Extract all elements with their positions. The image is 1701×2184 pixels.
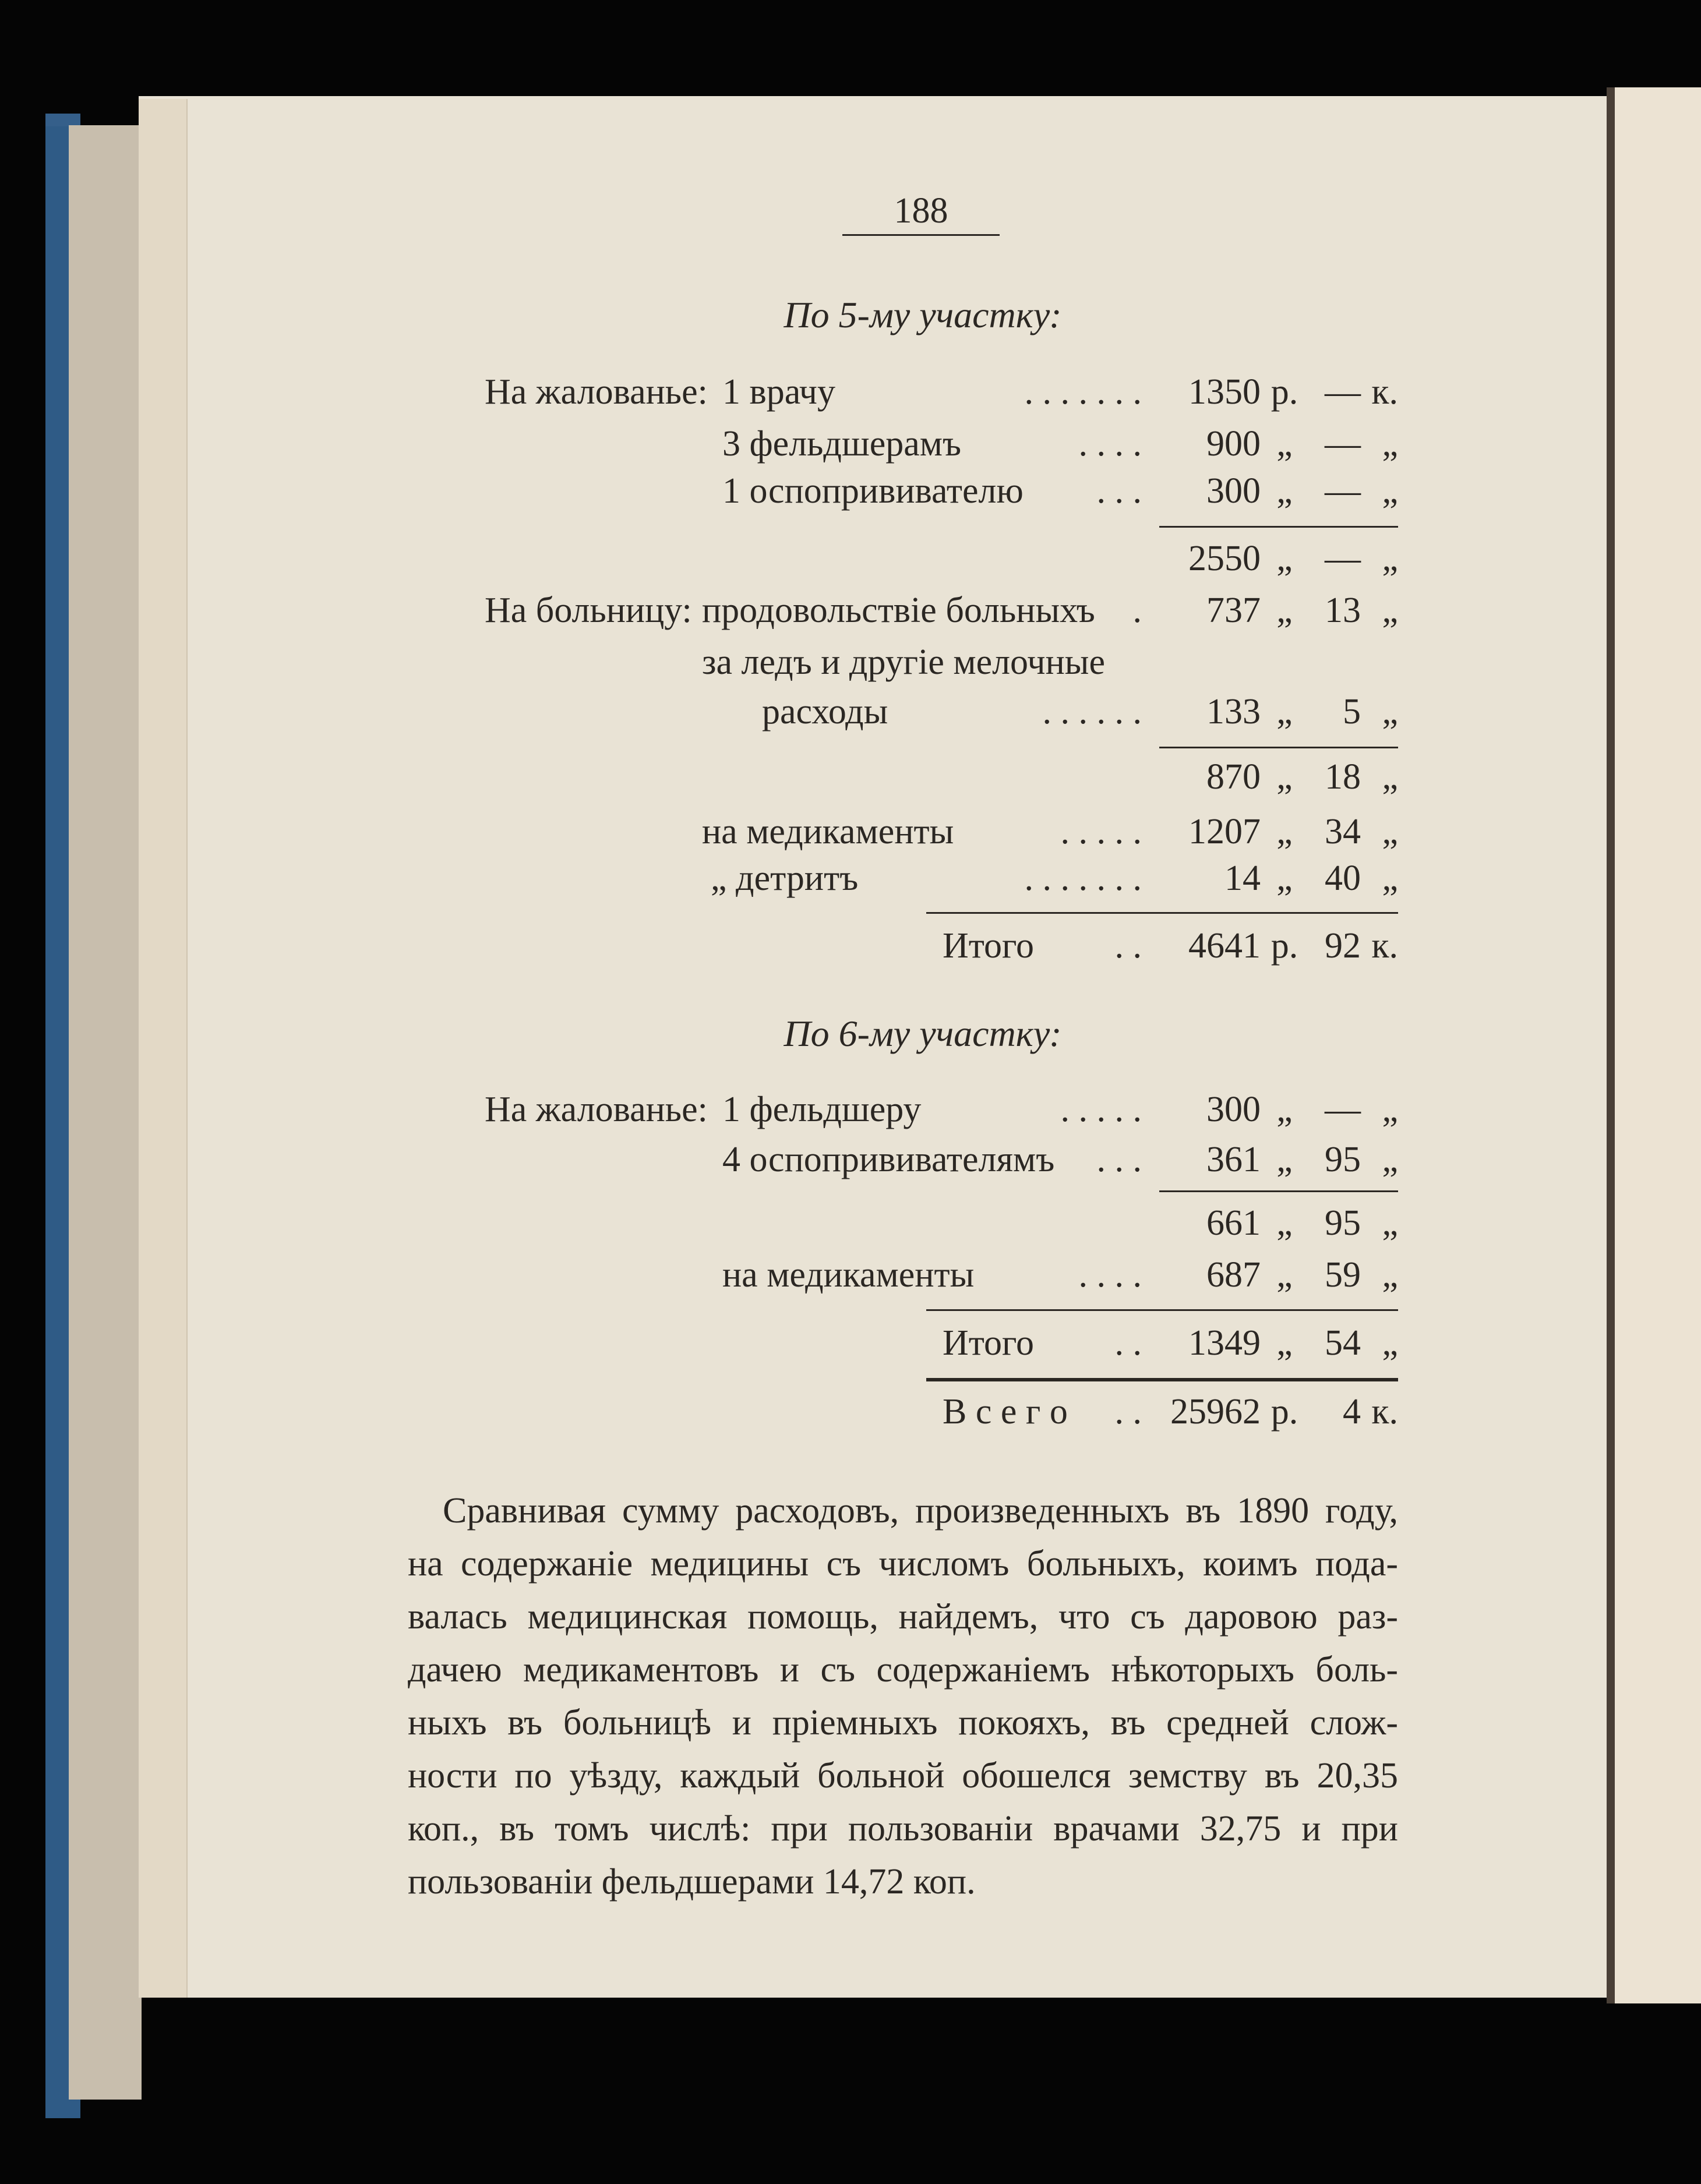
amount-rubles: 14: [1224, 858, 1261, 898]
amount-kopecks: —: [1325, 471, 1361, 511]
rubles-mark: „: [1276, 1140, 1293, 1179]
rubles-mark: „: [1276, 1203, 1293, 1243]
amount-rubles: 870: [1206, 757, 1261, 797]
rubles-mark: „: [1276, 812, 1293, 851]
amount-rubles: 737: [1206, 591, 1261, 630]
amount-rubles: 300: [1206, 471, 1261, 511]
amount-kopecks: —: [1325, 372, 1361, 412]
section-title-district-6: По 6-му участку:: [784, 1013, 1062, 1054]
leader-dots: . . . . . .: [1042, 692, 1142, 731]
kopecks-mark: „: [1382, 539, 1398, 578]
sum-rule: [1159, 747, 1398, 748]
amount-kopecks: 13: [1325, 591, 1361, 630]
leader-dots: . . . . . . .: [1024, 858, 1142, 898]
kopecks-mark: „: [1382, 1090, 1398, 1129]
kopecks-mark: „: [1382, 812, 1398, 851]
row-label: На жалованье:: [485, 1090, 708, 1129]
paragraph-line: ности по уѣзду, каждый больной обошелся земству въ 20,35: [408, 1756, 1398, 1796]
amount-kopecks: 95: [1325, 1140, 1361, 1179]
kopecks-mark: „: [1382, 1255, 1398, 1295]
kopecks-mark: к.: [1371, 1392, 1398, 1432]
kopecks-mark: „: [1382, 1203, 1398, 1243]
row-item: 1 врачу: [722, 372, 835, 412]
page-number: 188: [894, 191, 948, 231]
rubles-mark: „: [1276, 424, 1293, 464]
row-item: 3 фельдшерамъ: [722, 424, 962, 464]
page-number-underline: [842, 234, 1000, 236]
row-item: расходы: [762, 692, 888, 731]
amount-rubles: 133: [1206, 692, 1261, 731]
kopecks-mark: „: [1382, 858, 1398, 898]
amount-rubles: 4641: [1188, 926, 1261, 966]
paragraph-line: ныхъ въ больницѣ и пріемныхъ покояхъ, въ средней слож-: [408, 1703, 1398, 1743]
sum-rule: [1159, 526, 1398, 528]
rubles-mark: „: [1276, 471, 1293, 511]
kopecks-mark: „: [1382, 1323, 1398, 1363]
amount-kopecks: 95: [1325, 1203, 1361, 1243]
row-item: В с е г о: [943, 1392, 1068, 1432]
leader-dots: . . . . .: [1060, 812, 1142, 851]
amount-kopecks: 59: [1325, 1255, 1361, 1295]
amount-rubles: 300: [1206, 1090, 1261, 1129]
rubles-mark: „: [1276, 591, 1293, 630]
leader-dots: . . . . .: [1060, 1090, 1142, 1129]
amount-kopecks: 34: [1325, 812, 1361, 851]
section-title-district-5: По 5-му участку:: [784, 294, 1062, 335]
amount-kopecks: —: [1325, 539, 1361, 578]
row-item: на медикаменты: [702, 812, 954, 851]
amount-kopecks: 4: [1343, 1392, 1361, 1432]
amount-rubles: 1349: [1188, 1323, 1261, 1363]
rubles-mark: „: [1276, 539, 1293, 578]
leader-dots: . . . .: [1078, 424, 1142, 464]
rubles-mark: р.: [1271, 372, 1298, 412]
rubles-mark: р.: [1271, 926, 1298, 966]
row-item: за ледъ и другіе мелочные: [702, 642, 1105, 682]
amount-kopecks: 54: [1325, 1323, 1361, 1363]
kopecks-mark: „: [1382, 692, 1398, 731]
paragraph-line: валась медицинская помощь, найдемъ, что съ даровою раз-: [408, 1597, 1398, 1637]
amount-kopecks: 5: [1343, 692, 1361, 731]
leader-dots: . . .: [1096, 1140, 1142, 1179]
kopecks-mark: „: [1382, 591, 1398, 630]
rubles-mark: „: [1276, 1323, 1293, 1363]
summary-paragraph: [408, 1487, 1398, 1911]
rubles-mark: р.: [1271, 1392, 1298, 1432]
flyleaf: [69, 125, 142, 2100]
paragraph-line: пользованіи фельдшерами 14,72 коп.: [408, 1862, 976, 1902]
amount-rubles: 1350: [1188, 372, 1261, 412]
rubles-mark: „: [1276, 692, 1293, 731]
paragraph-line: на содержаніе медицины съ числомъ больныхъ, коимъ пода-: [408, 1544, 1398, 1584]
leader-dots: . .: [1114, 926, 1142, 966]
row-item: Итого: [943, 926, 1034, 966]
sum-rule: [1159, 1190, 1398, 1192]
leader-dots: . . .: [1096, 471, 1142, 511]
leader-dots: . .: [1114, 1323, 1142, 1363]
leader-dots: .: [1132, 591, 1142, 630]
row-item: Итого: [943, 1323, 1034, 1363]
kopecks-mark: „: [1382, 471, 1398, 511]
row-item: на медикаменты: [722, 1255, 975, 1295]
row-item: продовольствіе больныхъ: [702, 591, 1095, 630]
rubles-mark: „: [1276, 858, 1293, 898]
amount-kopecks: 40: [1325, 858, 1361, 898]
amount-kopecks: 92: [1325, 926, 1361, 966]
amount-rubles: 361: [1206, 1140, 1261, 1179]
amount-rubles: 687: [1206, 1255, 1261, 1295]
row-item: 4 оспопрививателямъ: [722, 1140, 1055, 1179]
amount-rubles: 25962: [1170, 1392, 1261, 1432]
leader-dots: . .: [1114, 1392, 1142, 1432]
kopecks-mark: „: [1382, 1140, 1398, 1179]
rubles-mark: „: [1276, 757, 1293, 797]
kopecks-mark: к.: [1371, 926, 1398, 966]
row-item: 1 фельдшеру: [722, 1090, 922, 1129]
row-label: На больницу:: [485, 591, 692, 630]
amount-rubles: 900: [1206, 424, 1261, 464]
amount-rubles: 2550: [1188, 539, 1261, 578]
leader-dots: . . . .: [1078, 1255, 1142, 1295]
amount-rubles: 661: [1206, 1203, 1261, 1243]
amount-kopecks: —: [1325, 1090, 1361, 1129]
paragraph-line: Сравнивая сумму расходовъ, произведенныхъ въ 1890 году,: [443, 1491, 1398, 1531]
amount-kopecks: 18: [1325, 757, 1361, 797]
paragraph-line: дачею медикаментовъ и съ содержаніемъ нѣкоторыхъ боль-: [408, 1650, 1398, 1690]
rubles-mark: „: [1276, 1090, 1293, 1129]
kopecks-mark: к.: [1371, 372, 1398, 412]
row-item: „ детритъ: [711, 858, 859, 898]
kopecks-mark: „: [1382, 424, 1398, 464]
row-label: На жалованье:: [485, 372, 708, 412]
book-gutter: [1607, 87, 1615, 2003]
amount-rubles: 1207: [1188, 812, 1261, 851]
amount-kopecks: —: [1325, 424, 1361, 464]
row-item: 1 оспопрививателю: [722, 471, 1024, 511]
leader-dots: . . . . . . .: [1024, 372, 1142, 412]
facing-page: [1615, 87, 1701, 2003]
rubles-mark: „: [1276, 1255, 1293, 1295]
sum-rule: [926, 1378, 1398, 1381]
paragraph-line: коп., въ томъ числѣ: при пользованіи врачами 32,75 и при: [408, 1809, 1398, 1849]
kopecks-mark: „: [1382, 757, 1398, 797]
sum-rule: [926, 912, 1398, 914]
sum-rule: [926, 1309, 1398, 1311]
page-fold-edge: [139, 99, 188, 1998]
